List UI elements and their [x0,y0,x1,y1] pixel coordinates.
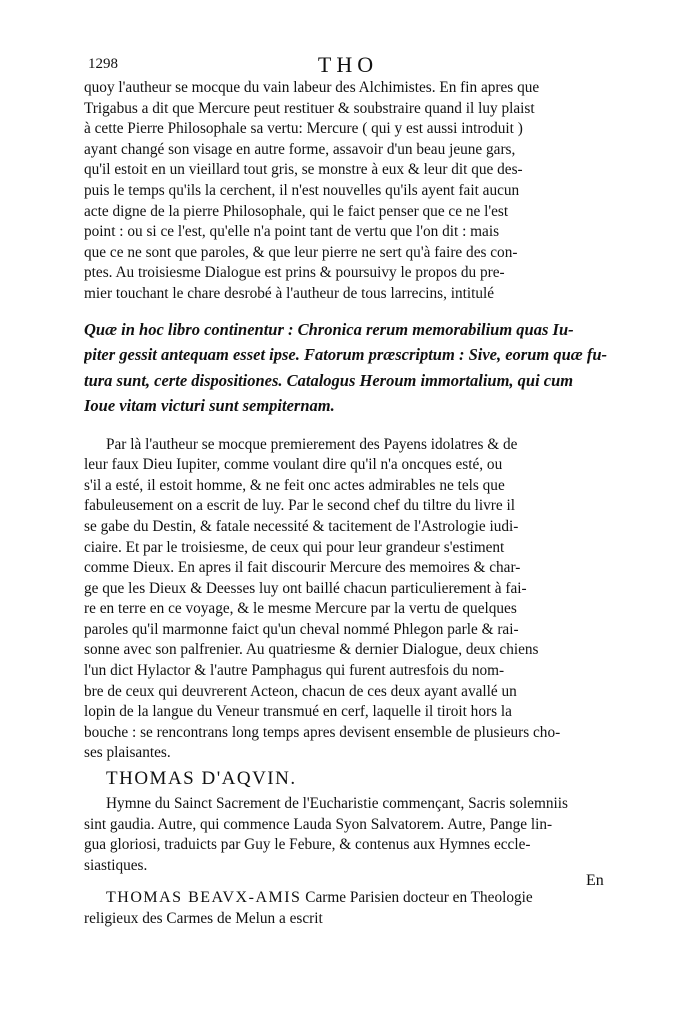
text-line: quoy l'autheur se mocque du vain labeur des Alchimistes. En fin apres que [84,79,540,96]
text-line: sonne avec son palfrenier. Au quatriesme & dernier Dialogue, deux chiens [84,641,539,659]
page-header [0,52,696,80]
page-number: 1298 [88,56,118,72]
paragraph-hymns [84,794,610,876]
text-line: lopin de la langue du Veneur transmué en cerf, laquelle il tiroit hors la [84,703,512,721]
text-line: Par là l'autheur se mocque premierement des Payens idolatres & de [106,435,518,453]
text-line: leur faux Dieu Iupiter, comme voulant dire qu'il n'a oncques esté, ou [84,456,503,474]
text-line: ses plaisantes. [84,744,171,762]
text-line: qu'il estoit en un vieillard tout gris, se monstre à eux & leur dit que des- [84,161,523,179]
paragraph-alchemy [84,78,610,305]
latin-title-line: Ioue vitam victuri sunt sempiternam. [84,396,335,416]
text-line: re en terre en ce voyage, & le mesme Mercure par la vertu de quelques [84,600,517,618]
text-line: ptes. Au troisiesme Dialogue est prins & poursuivy le propos du pre- [84,264,505,282]
text-line: à cette Pierre Philosophale sa vertu: Mercure ( qui y est aussi introduit ) [84,120,523,138]
text-line: Hymne du Sainct Sacrement de l'Eucharistie commençant, Sacris solemniis [106,795,568,813]
text-line: fabuleusement on a escrit de luy. Par le second chef du tiltre du livre il [84,497,516,515]
text-line: comme Dieux. En apres il fait discourir Mercure des memoires & char- [84,559,521,577]
text-line: ayant changé son visage en autre forme, assavoir d'un beau jeune gars, [84,140,516,158]
text-line: paroles qu'il marmonne faict qu'un cheval nommé Phlegon parle & rai- [84,620,519,638]
text-line: l'un dict Hylactor & l'autre Pamphagus qui furent autresfois du nom- [84,662,505,680]
text-line: ge que les Dieux & Deesses luy ont baillé chacun particulierement à fai- [84,579,527,597]
heading-thomas-daquin: THOMAS D'AQVIN. [106,768,297,790]
text-line: sint gaudia. Autre, qui commence Lauda Syon Salvatorem. Autre, Pange lin- [84,815,553,833]
text-line: ciaire. Et par le troisiesme, de ceux qui pour leur grandeur s'estiment [84,538,505,556]
text-line: point : ou si ce l'est, qu'elle n'a point tant de vertu que l'on dit : mais [84,223,500,241]
text-line: s'il a esté, il estoit homme, & ne feit onc actes admirables ne tels que [84,476,505,494]
catchword: En [586,872,604,889]
text-line: siastiques. [84,856,148,874]
heading-thomas-beauxamis: THOMAS BEAVX-AMIS [106,889,302,907]
text-line: bre de ceux qui deuvrerent Acteon, chacun de ces deux ayant avallé un [84,682,517,700]
text-line: religieux des Carmes de Melun a escrit [84,910,323,927]
entry-thomas-beauxamis [84,888,610,929]
text-line: puis le temps qu'ils la cerchent, il n'est nouvelles qu'ils ayent fait aucun [84,181,520,199]
text-line: que ce ne sont que paroles, & que leur pierre ne sert qu'à faire des con- [84,243,518,261]
running-head: THO [317,52,379,77]
latin-title-line: tura sunt, certe dispositiones. Catalogus Heroum immortalium, qui cum [84,370,574,390]
text-line: bouche : se rencontrans long temps apres devisent ensemble de plusieurs cho- [84,723,561,741]
text-line: Trigabus a dit que Mercure peut restituer & soubstraire quand il luy plaist [84,99,535,117]
text-line: Carme Parisien docteur en Theologie [305,889,533,907]
text-line: mier touchant le chare desrobé à l'autheur de tous larrecins, intitulé [84,284,495,302]
text-line: se gabe du Destin, & fatale necessité & tacitement de l'Astrologie iudi- [84,517,519,535]
text-line: gua gloriosi, traduicts par Guy le Febure, & contenus aux Hymnes eccle- [84,836,531,854]
latin-title-line: piter gessit antequam esset ipse. Fatorum præscriptum : Sive, eorum quæ fu- [84,345,607,365]
latin-title [84,317,610,419]
page-body [84,78,610,930]
latin-title-line: Quæ in hoc libro continentur : Chronica rerum memorabilium quas Iu- [84,319,574,339]
text-line: acte digne de la pierre Philosophale, qui le faict penser que ce ne l'est [84,202,509,220]
paragraph-commentary [84,435,610,765]
